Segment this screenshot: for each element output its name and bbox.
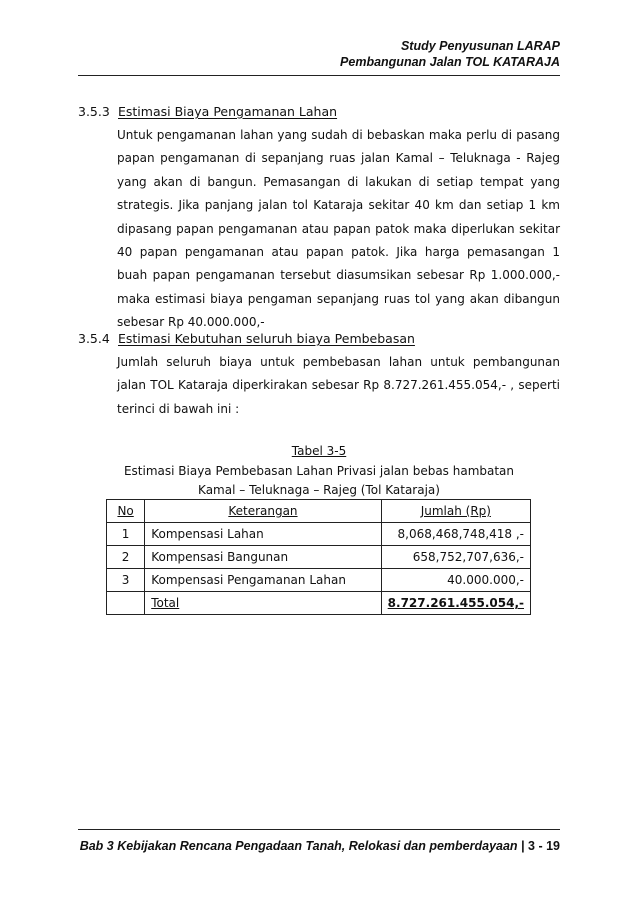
footer-page-number: | 3 - 19	[521, 839, 560, 853]
page-footer	[80, 839, 560, 853]
section-353-paragraph: Untuk pengamanan lahan yang sudah di bebaskan maka perlu di pasang papan pengamanan di sepanjang ruas jalan Kamal – Teluknaga - Rajeg yang akan di bangun. Pemasangan di lakukan di setiap tempat yang strategis. Jika panjang jalan tol Kataraja sekitar 40 km dan setiap 1 km dipasang papan pengamanan atau papan patok maka diperlukan sekitar 40 papan pengamanan atau papan patok. Jika harga pemasangan 1 buah papan pengamanan tersebut diasumsikan sebesar Rp 1.000.000,- maka estimasi biaya pengaman sepanjang ruas tol yang akan dibangun sebesar Rp 40.000.000,-	[117, 128, 560, 330]
footer-divider	[78, 829, 560, 830]
section-number: 3.5.3	[78, 104, 110, 119]
section-number: 3.5.4	[78, 331, 110, 346]
row-keterangan: Kompensasi Pengamanan Lahan	[145, 569, 381, 592]
row-keterangan: Kompensasi Bangunan	[145, 546, 381, 569]
section-heading-353	[78, 104, 337, 119]
section-title: Estimasi Kebutuhan seluruh biaya Pembebasan	[118, 331, 415, 346]
row-no: 1	[107, 523, 145, 546]
footer-chapter-text: Bab 3 Kebijakan Rencana Pengadaan Tanah, Relokasi dan pemberdayaan	[79, 839, 518, 853]
table-row	[107, 546, 531, 569]
table-row	[107, 569, 531, 592]
table-total-row	[107, 592, 531, 615]
row-keterangan: Kompensasi Lahan	[145, 523, 381, 546]
table-caption: Tabel 3-5	[291, 444, 347, 458]
row-jumlah: 658,752,707,636,-	[381, 546, 530, 569]
header-study-title: Study Penyusunan LARAP	[400, 39, 560, 53]
row-jumlah: 8,068,468,748,418 ,-	[381, 523, 530, 546]
section-heading-354	[78, 331, 415, 346]
total-jumlah: 8.727.261.455.054,-	[381, 592, 530, 615]
section-354-paragraph: Jumlah seluruh biaya untuk pembebasan lahan untuk pembangunan jalan TOL Kataraja diperkirakan sebesar Rp 8.727.261.455.054,- , seperti terinci di bawah ini :	[117, 355, 560, 416]
row-jumlah: 40.000.000,-	[381, 569, 530, 592]
page-header	[340, 38, 560, 70]
table-subtitle-2: Kamal – Teluknaga – Rajeg (Tol Kataraja)	[198, 483, 440, 497]
table-subtitle-1: Estimasi Biaya Pembebasan Lahan Privasi jalan bebas hambatan	[123, 464, 515, 478]
total-no-cell	[107, 592, 145, 615]
row-no: 2	[107, 546, 145, 569]
table-row	[107, 523, 531, 546]
cost-table	[106, 499, 531, 615]
table-header-row	[107, 500, 531, 523]
section-title: Estimasi Biaya Pengamanan Lahan	[118, 104, 338, 119]
header-divider	[78, 75, 560, 76]
row-no: 3	[107, 569, 145, 592]
header-keterangan: Keterangan	[145, 500, 381, 523]
total-label: Total	[145, 592, 381, 615]
header-project-title: Pembangunan Jalan TOL KATARAJA	[340, 55, 560, 69]
header-jumlah: Jumlah (Rp)	[381, 500, 530, 523]
header-no: No	[107, 500, 145, 523]
